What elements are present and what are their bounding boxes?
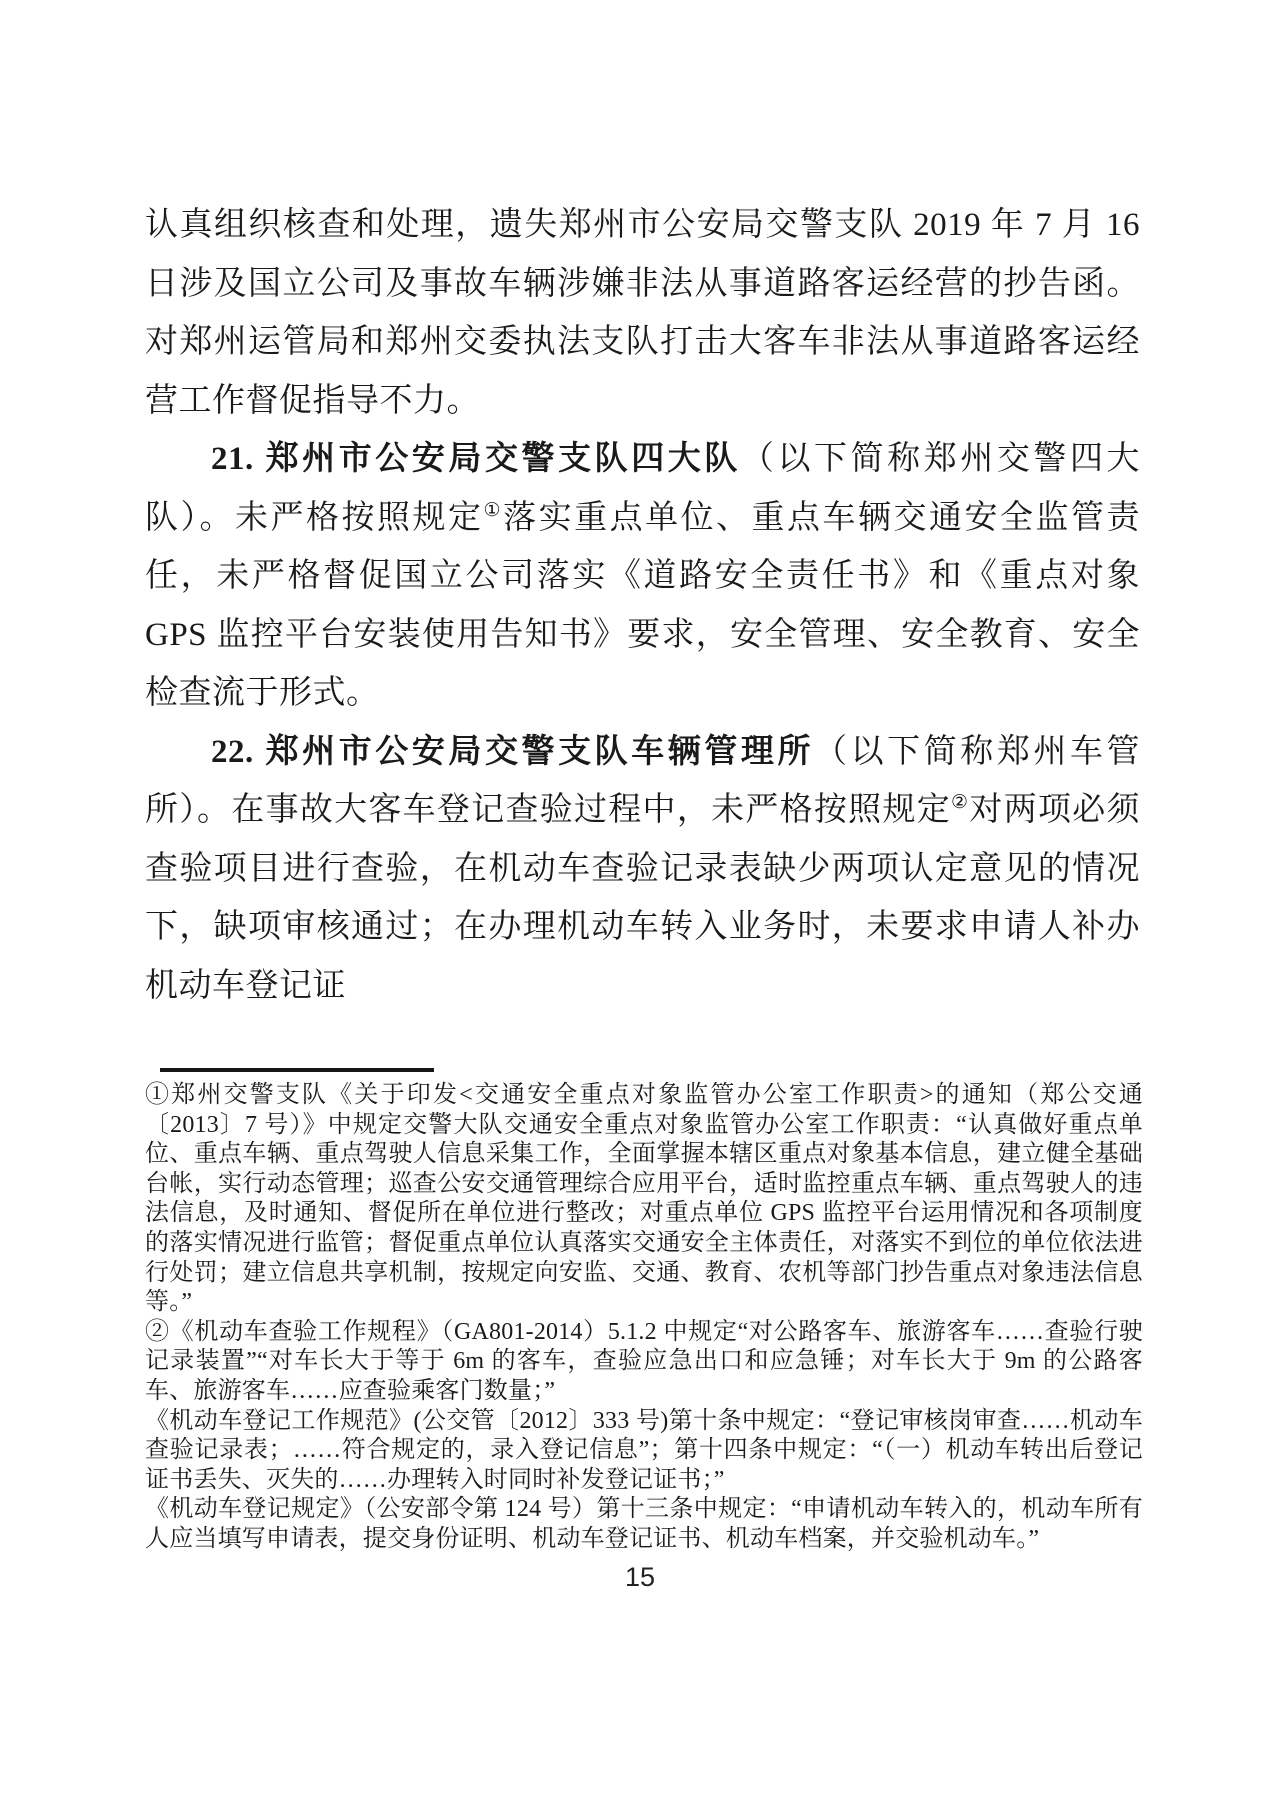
paragraph-text-run: （以下简称郑州车管所）。在事故大客车登记查验过程中，未严格按照规定 <box>145 733 1140 828</box>
paragraph-text-run: 落实重点单位、重点车辆交通安全监管责任，未严格督促国立公司落实《道路安全责任书》和《重点对象 GPS 监控平台安装使用告知书》要求，安全管理、安全教育、安全检查流于形式。 <box>145 499 1140 711</box>
paragraph-text-run: 认真组织核查和处理，遗失郑州市公安局交警支队 2019 年 7 月 16 日涉及国立公司及事故车辆涉嫌非法从事道路客运经营的抄告函。对郑州运管局和郑州交委执法支队打击大客车非法从事道路客运经营工作督促指导不力。 <box>145 207 1140 419</box>
paragraph-text-run: （以下简称郑州交警四大队）。未严格按照规定 <box>145 441 1140 536</box>
footnote-ref-marker: ① <box>483 499 504 521</box>
footnotes-list <box>145 1081 1143 1555</box>
footnote-separator <box>160 1068 434 1072</box>
body-paragraph <box>145 723 1140 1016</box>
footnote-paragraph: ①郑州交警支队《关于印发<交通安全重点对象监管办公室工作职责>的通知（郑公交通〔2013〕7 号）》中规定交警大队交通安全重点对象监管办公室工作职责：“认真做好重点单位、重点车辆、重点驾驶人信息采集工作，全面掌握本辖区重点对象基本信息，建立健全基础台帐，实行动态管理；巡查公安交通管理综合应用平台，适时监控重点车辆、重点驾驶人的违法信息，及时通知、督促所在单位进行整改；对重点单位 GPS 监控平台运用情况和各项制度的落实情况进行监管；督促重点单位认真落实交通安全主体责任，对落实不到位的单位依法进行处罚；建立信息共享机制，按规定向安监、交通、教育、农机等部门抄告重点对象违法信息等。” <box>145 1082 1143 1316</box>
footnote-paragraph: 《机动车登记工作规范》(公交管〔2012〕333 号)第十条中规定：“登记审核岗审查……机动车查验记录表；……符合规定的，录入登记信息”；第十四条中规定：“（一）机动车转出后登记证书丢失、灭失的……办理转入时同时补发登记证书；” <box>145 1407 1143 1493</box>
footnote-ref-marker: ② <box>951 792 970 813</box>
paragraph-heading-run: 21. 郑州市公安局交警支队四大队 <box>211 441 741 477</box>
paragraph-text-run: 对两项必须查验项目进行查验，在机动车查验记录表缺少两项认定意见的情况下，缺项审核通过；在办理机动车转入业务时，未要求申请人补办机动车登记证 <box>145 792 1141 1004</box>
paragraph-heading-run: 22. 郑州市公安局交警支队车辆管理所 <box>211 733 814 770</box>
body-paragraph <box>145 196 1140 430</box>
body-paragraph <box>145 430 1140 723</box>
footnote-paragraph: ②《机动车查验工作规程》（GA801-2014）5.1.2 中规定“对公路客车、旅游客车……查验行驶记录装置”“对车长大于等于 6m 的客车，查验应急出口和应急锤；对车长大于 9m 的公路客车、旅游客车……应查验乘客门数量；” <box>145 1318 1143 1404</box>
page-number: 15 <box>624 1562 656 1592</box>
body-text <box>145 196 1140 1015</box>
footnote-paragraph: 《机动车登记规定》（公安部令第 124 号）第十三条中规定：“申请机动车转入的，机动车所有人应当填写申请表，提交身份证明、机动车登记证书、机动车档案，并交验机动车。” <box>145 1496 1143 1552</box>
